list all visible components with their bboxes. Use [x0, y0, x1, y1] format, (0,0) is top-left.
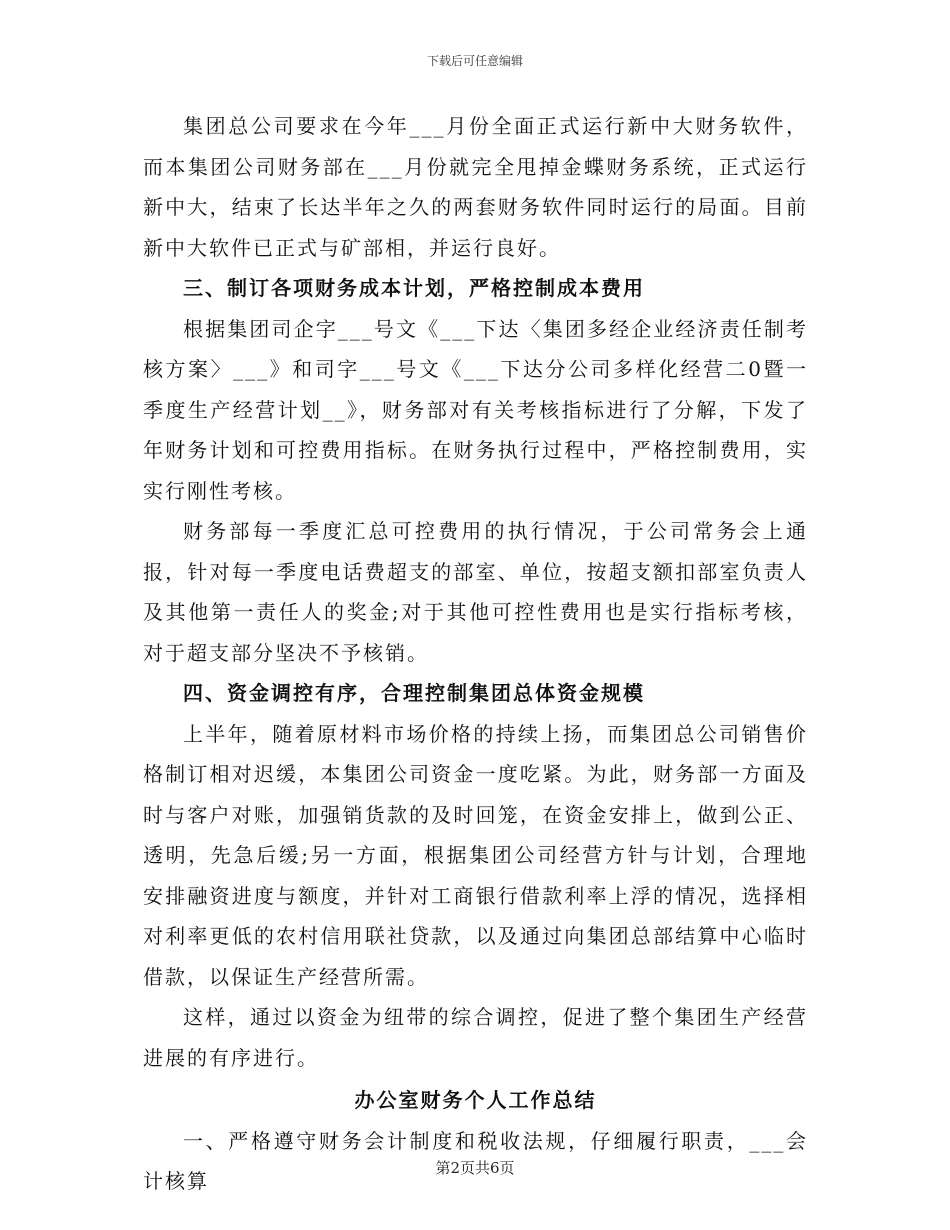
paragraph-quarterly-review: 财务部每一季度汇总可控费用的执行情况，于公司常务会上通报，针对每一季度电话费超支的部室、单位，按超支额扣部室负责人及其他第一责任人的奖金;对于其他可控性费用也是实行指标考核，对于超支部分坚决不予核销。 — [143, 519, 808, 665]
paragraph-conclusion: 这样，通过以资金为纽带的综合调控，促进了整个集团生产经营进展的有序进行。 — [143, 1005, 808, 1070]
section-heading-3: 三、制订各项财务成本计划，严格控制成本费用 — [183, 276, 645, 300]
paragraph-accounting: 一、严格遵守财务会计制度和税收法规，仔细履行职责，___会计核算 — [143, 1128, 808, 1193]
document-title: 办公室财务个人工作总结 — [354, 1088, 597, 1112]
page-number: 第2页共6页 — [435, 1159, 515, 1177]
paragraph-software: 集团总公司要求在今年___月份全面正式运行新中大财务软件，而本集团公司财务部在___月份就完全甩掉金蝶财务系统，正式运行新中大，结束了长达半年之久的两套财务软件同时运行的局面。目前新中大软件已正式与矿部相，并运行良好。 — [143, 114, 808, 260]
document-body — [143, 106, 808, 1202]
paragraph-cost-plan: 根据集团司企字___号文《___下达〈集团多经企业经济责任制考核方案〉___》和司字___号文《___下达分公司多样化经营二0暨一季度生产经营计划__》，财务部对有关考核指标进行了分解，下发了年财务计划和可控费用指标。在财务执行过程中，严格控制费用，实实行刚性考核。 — [143, 316, 808, 503]
page-header-note: 下载后可任意编辑 — [426, 54, 523, 68]
section-heading-4: 四、资金调控有序，合理控制集团总体资金规模 — [183, 681, 645, 705]
paragraph-funds: 上半年，随着原材料市场价格的持续上扬，而集团总公司销售价格制订相对迟缓，本集团公司资金一度吃紧。为此，财务部一方面及时与客户对账，加强销货款的及时回笼，在资金安排上，做到公正、透明，先急后缓;另一方面，根据集团公司经营方针与计划，合理地安排融资进度与额度，并针对工商银行借款利率上浮的情况，选择相对利率更低的农村信用联社贷款，以及通过向集团总部结算中心临时借款，以保证生产经营所需。 — [143, 721, 808, 989]
